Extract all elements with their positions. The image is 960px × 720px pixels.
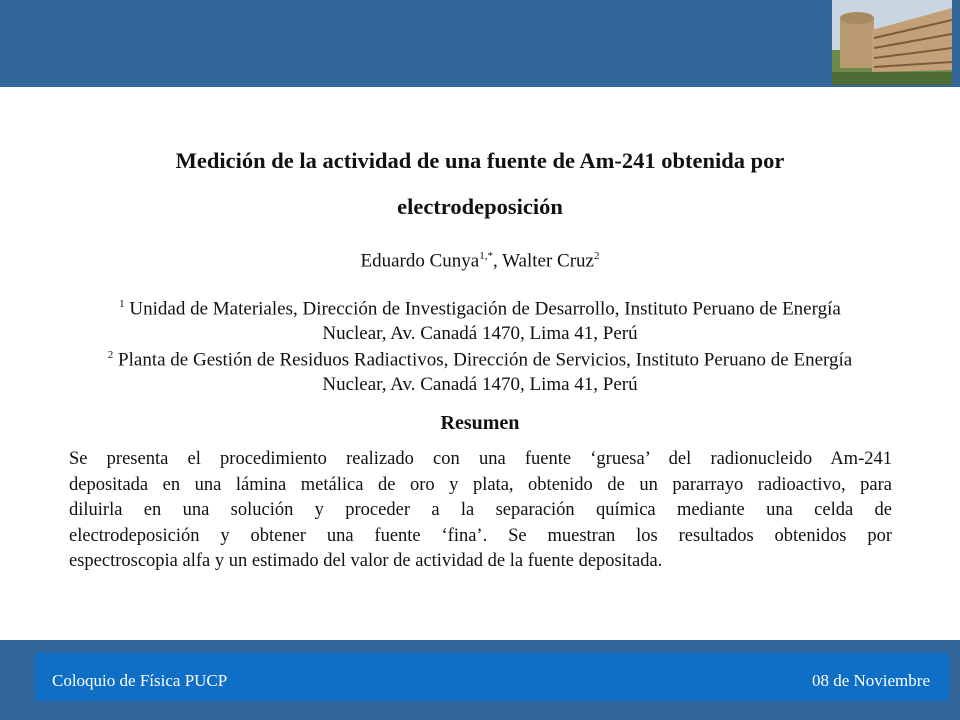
footer-date-label: 08 de Noviembre <box>811 671 930 690</box>
author-superscript: 1,* <box>479 250 493 262</box>
abstract-line: depositada en una lámina metálica de oro y plata, obtenido de un pararrayo radioactivo, para <box>69 474 892 495</box>
abstract-line: electrodeposición y obtener una fuente ‘fina’. Se muestran los resultados obtenidos por <box>69 525 892 546</box>
paper-page <box>0 87 960 640</box>
paper-title-line2: electrodeposición <box>397 194 563 219</box>
building-photo <box>832 0 952 85</box>
abstract-line: espectroscopia alfa y un estimado del valor de actividad de la fuente depositada. <box>69 551 663 571</box>
footer-event-label: Coloquio de Física PUCP <box>52 671 228 690</box>
author-superscript: 2 <box>594 250 600 262</box>
author-name: Eduardo Cunya <box>360 250 480 272</box>
affiliation-2 <box>40 343 920 397</box>
building-photo-icon <box>832 0 952 85</box>
affiliation-text: Planta de Gestión de Residuos Radiactivos, Dirección de Servicios, Instituto Peruano de Energía <box>113 349 853 371</box>
abstract-line: diluirla en una solución y proceder a la separación química mediante una celda de <box>69 500 892 520</box>
author-name: , Walter Cruz <box>492 250 594 272</box>
affiliation-marker: 1 <box>119 298 125 310</box>
paper-title-line1: Medición de la actividad de una fuente de Am-241 obtenida por <box>175 148 785 173</box>
affiliation-text: Unidad de Materiales, Dirección de Investigación de Desarrollo, Instituto Peruano de Energía <box>124 298 841 320</box>
abstract-body <box>69 447 892 575</box>
abstract-heading: Resumen <box>440 412 520 434</box>
abstract-line: Se presenta el procedimiento realizado con una fuente ‘gruesa’ del radionucleido Am-241 <box>69 449 892 469</box>
affiliation-text: Nuclear, Av. Canadá 1470, Lima 41, Perú <box>322 374 638 396</box>
author-list <box>60 250 900 272</box>
header-bar <box>0 0 960 87</box>
affiliation-1 <box>40 292 920 346</box>
affiliation-marker: 2 <box>107 349 114 361</box>
affiliation-text: Nuclear, Av. Canadá 1470, Lima 41, Perú <box>322 323 638 345</box>
